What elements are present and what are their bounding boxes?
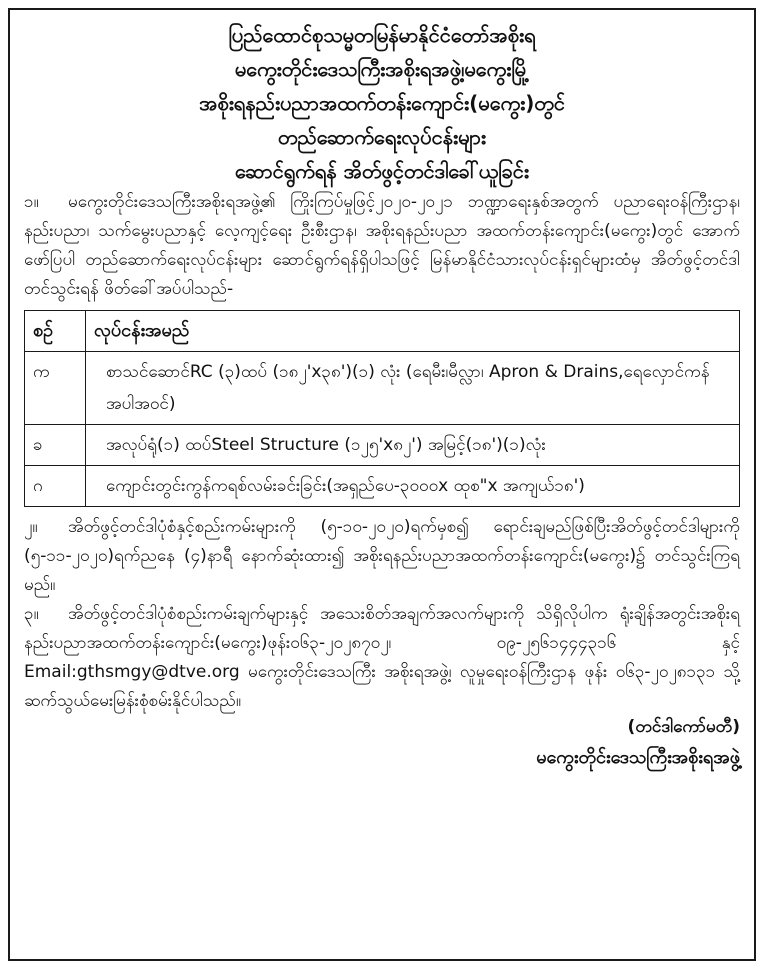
row-work-name: အလုပ်ရုံ(၁) ထပ်Steel Structure (၁၂၅'x၈၂') အမြင့်(၁၈')(၁)လုံး: [86, 425, 740, 466]
row-work-name: ကျောင်းတွင်းကွန်ကရစ်လမ်းခင်းခြင်း(အရှည်ပေ-၃၀၀၀x ထုစ"x အကျယ်၁၈'): [86, 466, 740, 507]
paragraph-3: [24, 600, 740, 716]
table-header-row: [25, 311, 740, 352]
title-line-5: ဆောင်ရွက်ရန် အိတ်ဖွင့်တင်ဒါခေါ်ယူခြင်း: [235, 159, 529, 183]
title-line-3: အစိုးရနည်းပညာအထက်တန်းကျောင်း(မကွေး)တွင်: [199, 91, 565, 115]
paragraph-1: [24, 188, 740, 304]
row-serial: က: [25, 352, 86, 425]
paragraph-1-text: မကွေးတိုင်းဒေသကြီးအစိုးရအဖွဲ့၏ ကြိုးကြပ်မှုဖြင့်၂၀၂၀-၂၀၂၁ ဘဏ္ဍာရေးနှစ်အတွက် ပညာရေးဝန်ကြီးဌာန၊ နည်းပညာ၊ သက်မွေးပညာနှင့် လေ့ကျင့်ရေး ဦးစီးဌာန၊ အစိုးရနည်းပညာ အထက်တန်းကျောင်း(မကွေး)တွင် အောက်ဖော်ပြပါ တည်ဆောက်ရေးလုပ်ငန်းများ ဆောင်ရွက်ရန်ရှိပါသဖြင့် မြန်မာနိုင်ငံသားလုပ်ငန်းရှင်များထံမှ အိတ်ဖွင့်တင်ဒါတင်သွင်းရန် ဖိတ်ခေါ်အပ်ပါသည်-: [24, 192, 740, 299]
paragraph-2-number: ၂။: [24, 517, 38, 537]
table-row: [25, 466, 740, 507]
title-line-4: တည်ဆောက်ရေးလုပ်ငန်းများ: [277, 125, 486, 149]
title-line-2: မကွေးတိုင်းဒေသကြီးအစိုးရအဖွဲ့၊မကွေးမြို့: [234, 57, 530, 81]
header-work-name: လုပ်ငန်းအမည်: [86, 311, 740, 352]
notice-title: [24, 18, 740, 188]
works-table: [24, 310, 740, 507]
paragraph-2-text: အိတ်ဖွင့်တင်ဒါပုံစံနှင့်စည်းကမ်းများကို (၅-၁၀-၂၀၂၀)ရက်မှစ၍ ရောင်းချမည်ဖြစ်ပြီးအိတ်ဖွင့်တင်ဒါများကို (၅-၁၁-၂၀၂၀)ရက်ညနေ (၄)နာရီ နောက်ဆုံးထား၍ အစိုးရနည်းပညာအထက်တန်းကျောင်း(မကွေး)၌ တင်သွင်းကြရမည်။: [24, 517, 740, 595]
paragraph-1-number: ၁။: [24, 192, 39, 212]
paragraph-3-text: အိတ်ဖွင့်တင်ဒါပုံစံစည်းကမ်းချက်များနှင့် အသေးစိတ်အချက်အလက်များကို သိရှိလိုပါက ရုံးချိန်အတွင်းအစိုးရနည်းပညာအထက်တန်းကျောင်း(မကွေး)ဖုန်း၀၆၃-၂၀၂၈၇၀၂၊ ၀၉-၂၅၆၁၄၄၄၃၁၆ နှင့် Email:gthsmgy@dtve.org မကွေးတိုင်းဒေသကြီး အစိုးရအဖွဲ့၊ လူမှုရေးဝန်ကြီးဌာန ဖုန်း ၀၆၃-၂၀၂၈၁၃၁ သို့ ဆက်သွယ်မေးမြန်းစုံစမ်းနိုင်ပါသည်။: [24, 604, 740, 711]
row-serial: ဂ: [25, 466, 86, 507]
issuing-department: မကွေးတိုင်းဒေသကြီးအစိုးရအဖွဲ့: [536, 747, 740, 768]
tender-notice: [8, 8, 756, 961]
table-row: [25, 352, 740, 425]
paragraph-3-number: ၃။: [24, 604, 39, 624]
committee-note: (တင်ဒါကော်မတီ): [627, 717, 740, 737]
header-serial: စဉ်: [25, 311, 86, 352]
paragraph-2: [24, 513, 740, 600]
title-line-1: ပြည်ထောင်စုသမ္မတမြန်မာနိုင်ငံတော်အစိုးရ: [228, 23, 536, 47]
row-serial: ခ: [25, 425, 86, 466]
row-work-name: စာသင်ဆောင်RC (၃)ထပ် (၁၈၂'x၃၈')(၁) လုံး (ရေမီး၊မီလ္လာ၊ Apron & Drains,ရေလှောင်ကန်အပါအဝင်): [86, 352, 740, 425]
table-row: [25, 425, 740, 466]
